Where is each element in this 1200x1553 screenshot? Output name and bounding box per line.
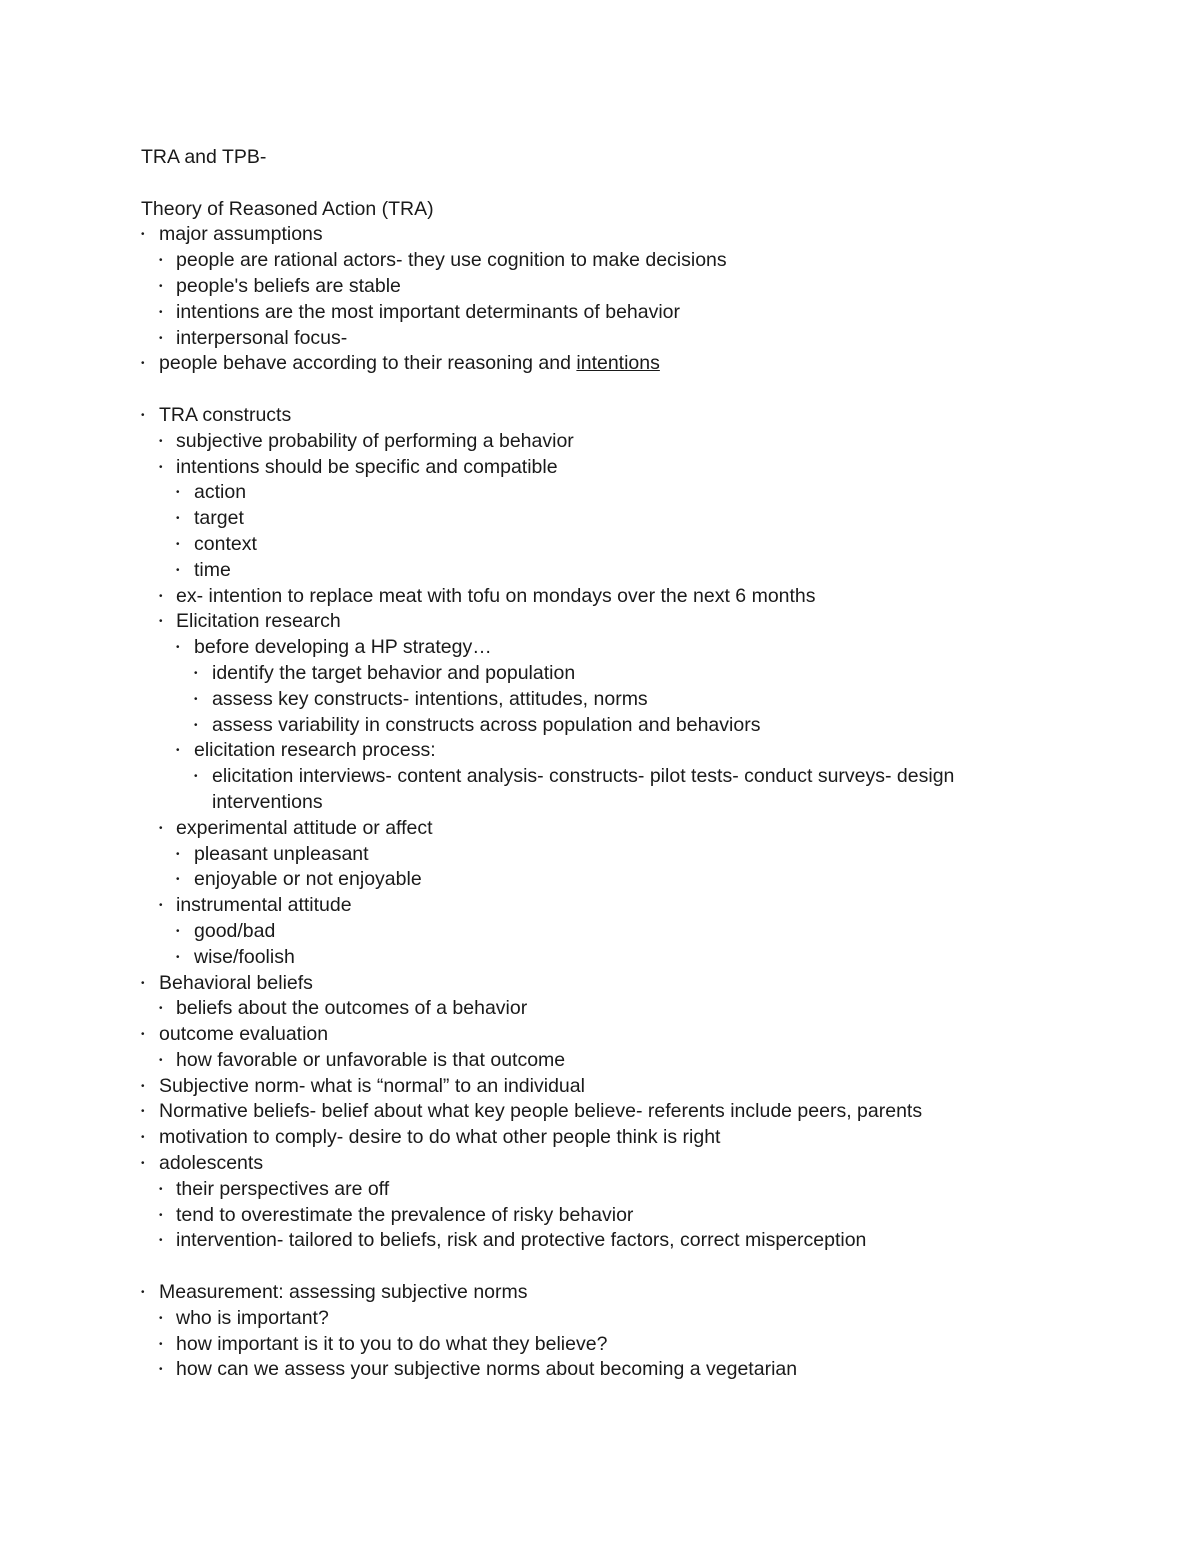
bullet-icon: • bbox=[159, 1054, 163, 1066]
bullet-icon: • bbox=[141, 1287, 145, 1299]
bullet-icon: • bbox=[159, 255, 163, 267]
bullet-icon: • bbox=[159, 435, 163, 447]
list-item: • adolescents bbox=[141, 1151, 1061, 1177]
bullet-icon: • bbox=[176, 538, 180, 550]
bullet-icon: • bbox=[159, 461, 163, 473]
bullet-icon: • bbox=[159, 1183, 163, 1195]
bullet-icon: • bbox=[159, 1003, 163, 1015]
underlined-text: intentions bbox=[576, 352, 660, 375]
section-heading: Theory of Reasoned Action (TRA) bbox=[141, 197, 434, 220]
list-item: • target bbox=[141, 506, 1061, 532]
list-item: • subjective probability of performing a behavior bbox=[141, 429, 1061, 455]
list-item: • Subjective norm- what is “normal” to an individual bbox=[141, 1074, 1061, 1100]
document-title: TRA and TPB- bbox=[141, 146, 267, 168]
list-item: • ex- intention to replace meat with tofu on mondays over the next 6 months bbox=[141, 584, 1061, 610]
bullet-icon: • bbox=[141, 1106, 145, 1118]
list-item: • identify the target behavior and population bbox=[141, 661, 1061, 687]
list-item: • Behavioral beliefs bbox=[141, 971, 1061, 997]
bullet-icon: • bbox=[194, 771, 198, 783]
list-item: • wise/foolish bbox=[141, 945, 1061, 971]
bullet-icon: • bbox=[194, 719, 198, 731]
bullet-icon: • bbox=[194, 667, 198, 679]
list-item: • motivation to comply- desire to do what other people think is right bbox=[141, 1125, 1061, 1151]
bullet-icon: • bbox=[141, 1029, 145, 1041]
list-item: • interpersonal focus- bbox=[141, 326, 1061, 352]
list-item: • people's beliefs are stable bbox=[141, 274, 1061, 300]
list-item: • assess variability in constructs across population and behaviors bbox=[141, 713, 1061, 739]
list-item: • Measurement: assessing subjective norms bbox=[141, 1280, 1061, 1306]
list-item: • TRA constructs bbox=[141, 403, 1061, 429]
list-item: • time bbox=[141, 558, 1061, 584]
bullet-icon: • bbox=[159, 900, 163, 912]
list-item: • action bbox=[141, 480, 1061, 506]
list-item: • intentions should be specific and compatible bbox=[141, 455, 1061, 481]
bullet-icon: • bbox=[159, 1338, 163, 1350]
bullet-icon: • bbox=[176, 951, 180, 963]
list-item: • their perspectives are off bbox=[141, 1177, 1061, 1203]
bullet-icon: • bbox=[176, 874, 180, 886]
bullet-icon: • bbox=[159, 1209, 163, 1221]
list-item: • intentions are the most important determinants of behavior bbox=[141, 300, 1061, 326]
bullet-icon: • bbox=[176, 642, 180, 654]
bullet-icon: • bbox=[141, 1158, 145, 1170]
bullet-icon: • bbox=[159, 1364, 163, 1376]
list-item: • context bbox=[141, 532, 1061, 558]
list-item: • elicitation interviews- content analysis- constructs- pilot tests- conduct surveys- design bbox=[141, 764, 1061, 790]
spacer bbox=[141, 1254, 1061, 1280]
list-item: • Normative beliefs- belief about what key people believe- referents include peers, parents bbox=[141, 1099, 1061, 1125]
bullet-icon: • bbox=[176, 513, 180, 525]
bullet-icon: • bbox=[159, 822, 163, 834]
bullet-icon: • bbox=[194, 693, 198, 705]
list-item: • major assumptions bbox=[141, 222, 1061, 248]
list-item: • people behave according to their reasoning and intentions bbox=[141, 351, 1061, 377]
bullet-icon: • bbox=[159, 590, 163, 602]
spacer bbox=[141, 377, 1061, 403]
list-item: • outcome evaluation bbox=[141, 1022, 1061, 1048]
bullet-icon: • bbox=[159, 306, 163, 318]
list-item-continuation: interventions bbox=[212, 790, 323, 813]
bullet-icon: • bbox=[141, 358, 145, 370]
list-item: • how favorable or unfavorable is that outcome bbox=[141, 1048, 1061, 1074]
list-item: • elicitation research process: bbox=[141, 738, 1061, 764]
list-item: • before developing a HP strategy… bbox=[141, 635, 1061, 661]
bullet-icon: • bbox=[159, 616, 163, 628]
document-body bbox=[141, 145, 1061, 1383]
list-item: • beliefs about the outcomes of a behavior bbox=[141, 996, 1061, 1022]
bullet-icon: • bbox=[141, 977, 145, 989]
list-item: • intervention- tailored to beliefs, risk and protective factors, correct misperception bbox=[141, 1228, 1061, 1254]
bullet-icon: • bbox=[141, 1132, 145, 1144]
list-item: • good/bad bbox=[141, 919, 1061, 945]
bullet-icon: • bbox=[159, 1312, 163, 1324]
list-item: • assess key constructs- intentions, attitudes, norms bbox=[141, 687, 1061, 713]
list-item: • experimental attitude or affect bbox=[141, 816, 1061, 842]
list-item: • Elicitation research bbox=[141, 609, 1061, 635]
list-item: • people are rational actors- they use cognition to make decisions bbox=[141, 248, 1061, 274]
bullet-icon: • bbox=[176, 848, 180, 860]
bullet-icon: • bbox=[141, 409, 145, 421]
list-item: • how can we assess your subjective norms about becoming a vegetarian bbox=[141, 1357, 1061, 1383]
list-item: • tend to overestimate the prevalence of risky behavior bbox=[141, 1203, 1061, 1229]
bullet-icon: • bbox=[159, 1235, 163, 1247]
bullet-icon: • bbox=[176, 564, 180, 576]
bullet-icon: • bbox=[141, 1080, 145, 1092]
list-item: • pleasant unpleasant bbox=[141, 842, 1061, 868]
bullet-icon: • bbox=[176, 925, 180, 937]
bullet-icon: • bbox=[159, 280, 163, 292]
list-item: • who is important? bbox=[141, 1306, 1061, 1332]
bullet-icon: • bbox=[176, 745, 180, 757]
list-item: • how important is it to you to do what they believe? bbox=[141, 1332, 1061, 1358]
spacer bbox=[141, 171, 1061, 197]
bullet-icon: • bbox=[176, 487, 180, 499]
list-item: • instrumental attitude bbox=[141, 893, 1061, 919]
bullet-icon: • bbox=[141, 229, 145, 241]
list-item: • enjoyable or not enjoyable bbox=[141, 867, 1061, 893]
bullet-icon: • bbox=[159, 332, 163, 344]
